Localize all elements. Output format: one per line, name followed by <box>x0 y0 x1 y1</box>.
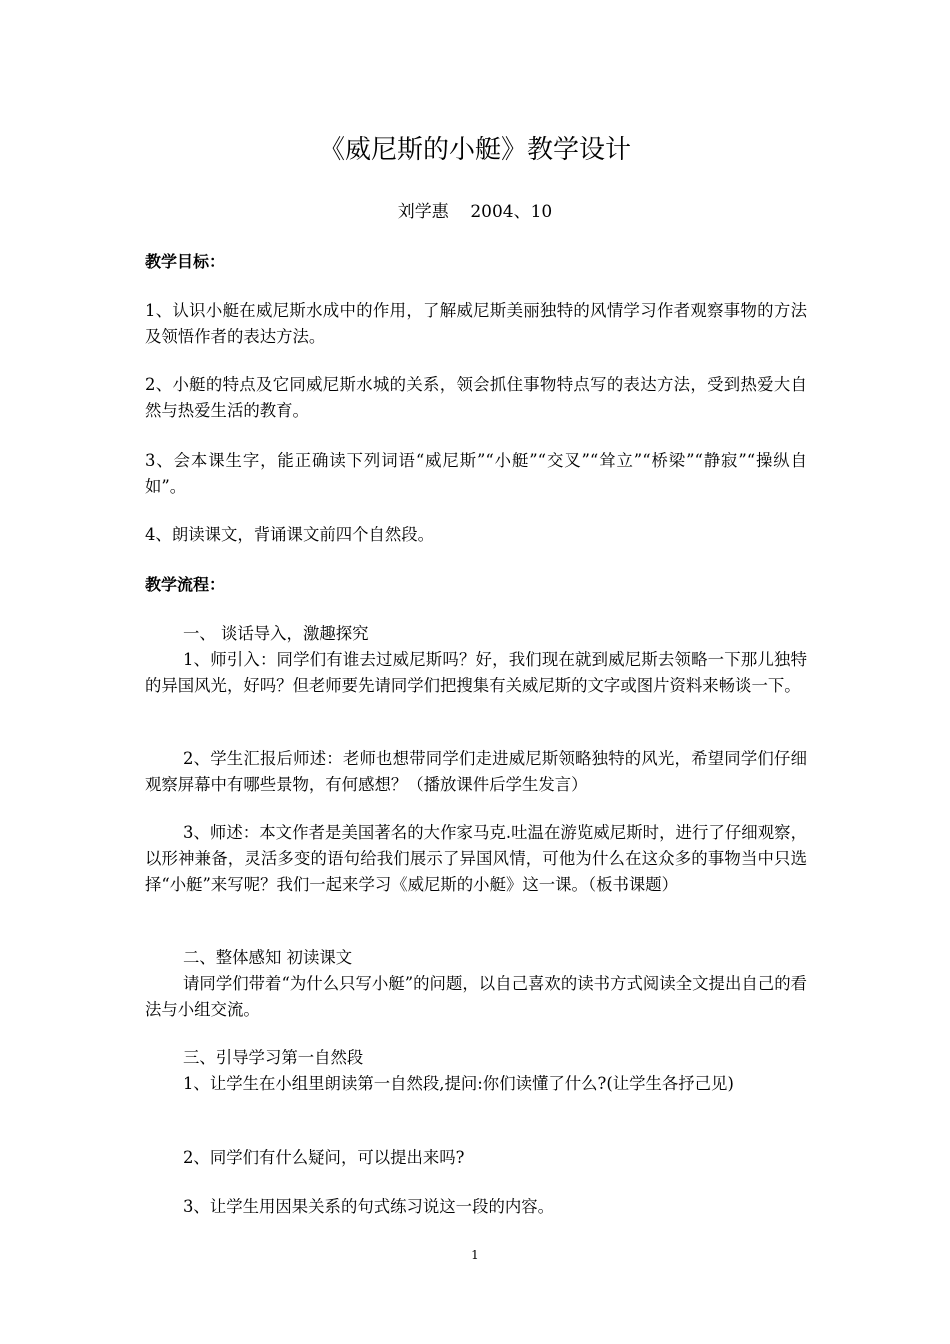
process-section-2-heading: 二、整体感知 初读课文 <box>183 948 353 967</box>
process-heading: 教学流程： <box>145 575 226 594</box>
document-title: 《威尼斯的小艇》教学设计 <box>318 135 631 165</box>
process-step-3-2: 2、同学们有什么疑问，可以提出来吗? <box>183 1148 465 1167</box>
process-section-1-heading: 一、 谈话导入，激趣探究 <box>183 624 369 643</box>
process-step-3-3: 3、让学生用因果关系的句式练习说这一段的内容。 <box>183 1197 555 1216</box>
process-step-1-3: 3、师述：本文作者是美国著名的大作家马克.吐温在游览威尼斯时，进行了仔细观察，以形神兼备，灵活多变的语句给我们展示了异国风情，可他为什么在这众多的事物当中只选择“小艇”来写呢？我们一起来学习《威尼斯的小艇》这一课。（板书课题） <box>145 823 807 894</box>
objective-item-3: 3、会本课生字，能正确读下列词语“威尼斯”“小艇”“交叉”“耸立”“桥梁”“静寂”“操纵自如”。 <box>145 451 807 496</box>
process-step-1-1: 1、师引入：同学们有谁去过威尼斯吗？好，我们现在就到威尼斯去领略一下那儿独特的异国风光，好吗？但老师要先请同学们把搜集有关威尼斯的文字或图片资料来畅谈一下。 <box>145 650 807 695</box>
process-section-3-heading: 三、引导学习第一自然段 <box>183 1048 364 1067</box>
objectives-heading: 教学目标： <box>145 252 226 271</box>
objective-item-1: 1、认识小艇在威尼斯水成中的作用，了解威尼斯美丽独特的风情学习作者观察事物的方法及领悟作者的表达方法。 <box>145 301 807 346</box>
process-step-3-1: 1、让学生在小组里朗读第一自然段,提问:你们读懂了什么?(让学生各抒己见) <box>183 1074 734 1093</box>
page-number: 1 <box>471 1248 479 1262</box>
objective-item-2: 2、小艇的特点及它同威尼斯水城的关系，领会抓住事物特点写的表达方法，受到热爱大自然与热爱生活的教育。 <box>145 375 807 420</box>
process-step-1-2: 2、学生汇报后师述：老师也想带同学们走进威尼斯领略独特的风光，希望同学们仔细观察屏幕中有哪些景物，有何感想？（播放课件后学生发言） <box>145 749 807 794</box>
process-step-2-1: 请同学们带着“为什么只写小艇”的问题，以自己喜欢的读书方式阅读全文提出自己的看法与小组交流。 <box>145 974 807 1019</box>
author-date-line: 刘学惠 2004、10 <box>397 202 553 222</box>
objective-item-4: 4、朗读课文，背诵课文前四个自然段。 <box>145 525 435 544</box>
